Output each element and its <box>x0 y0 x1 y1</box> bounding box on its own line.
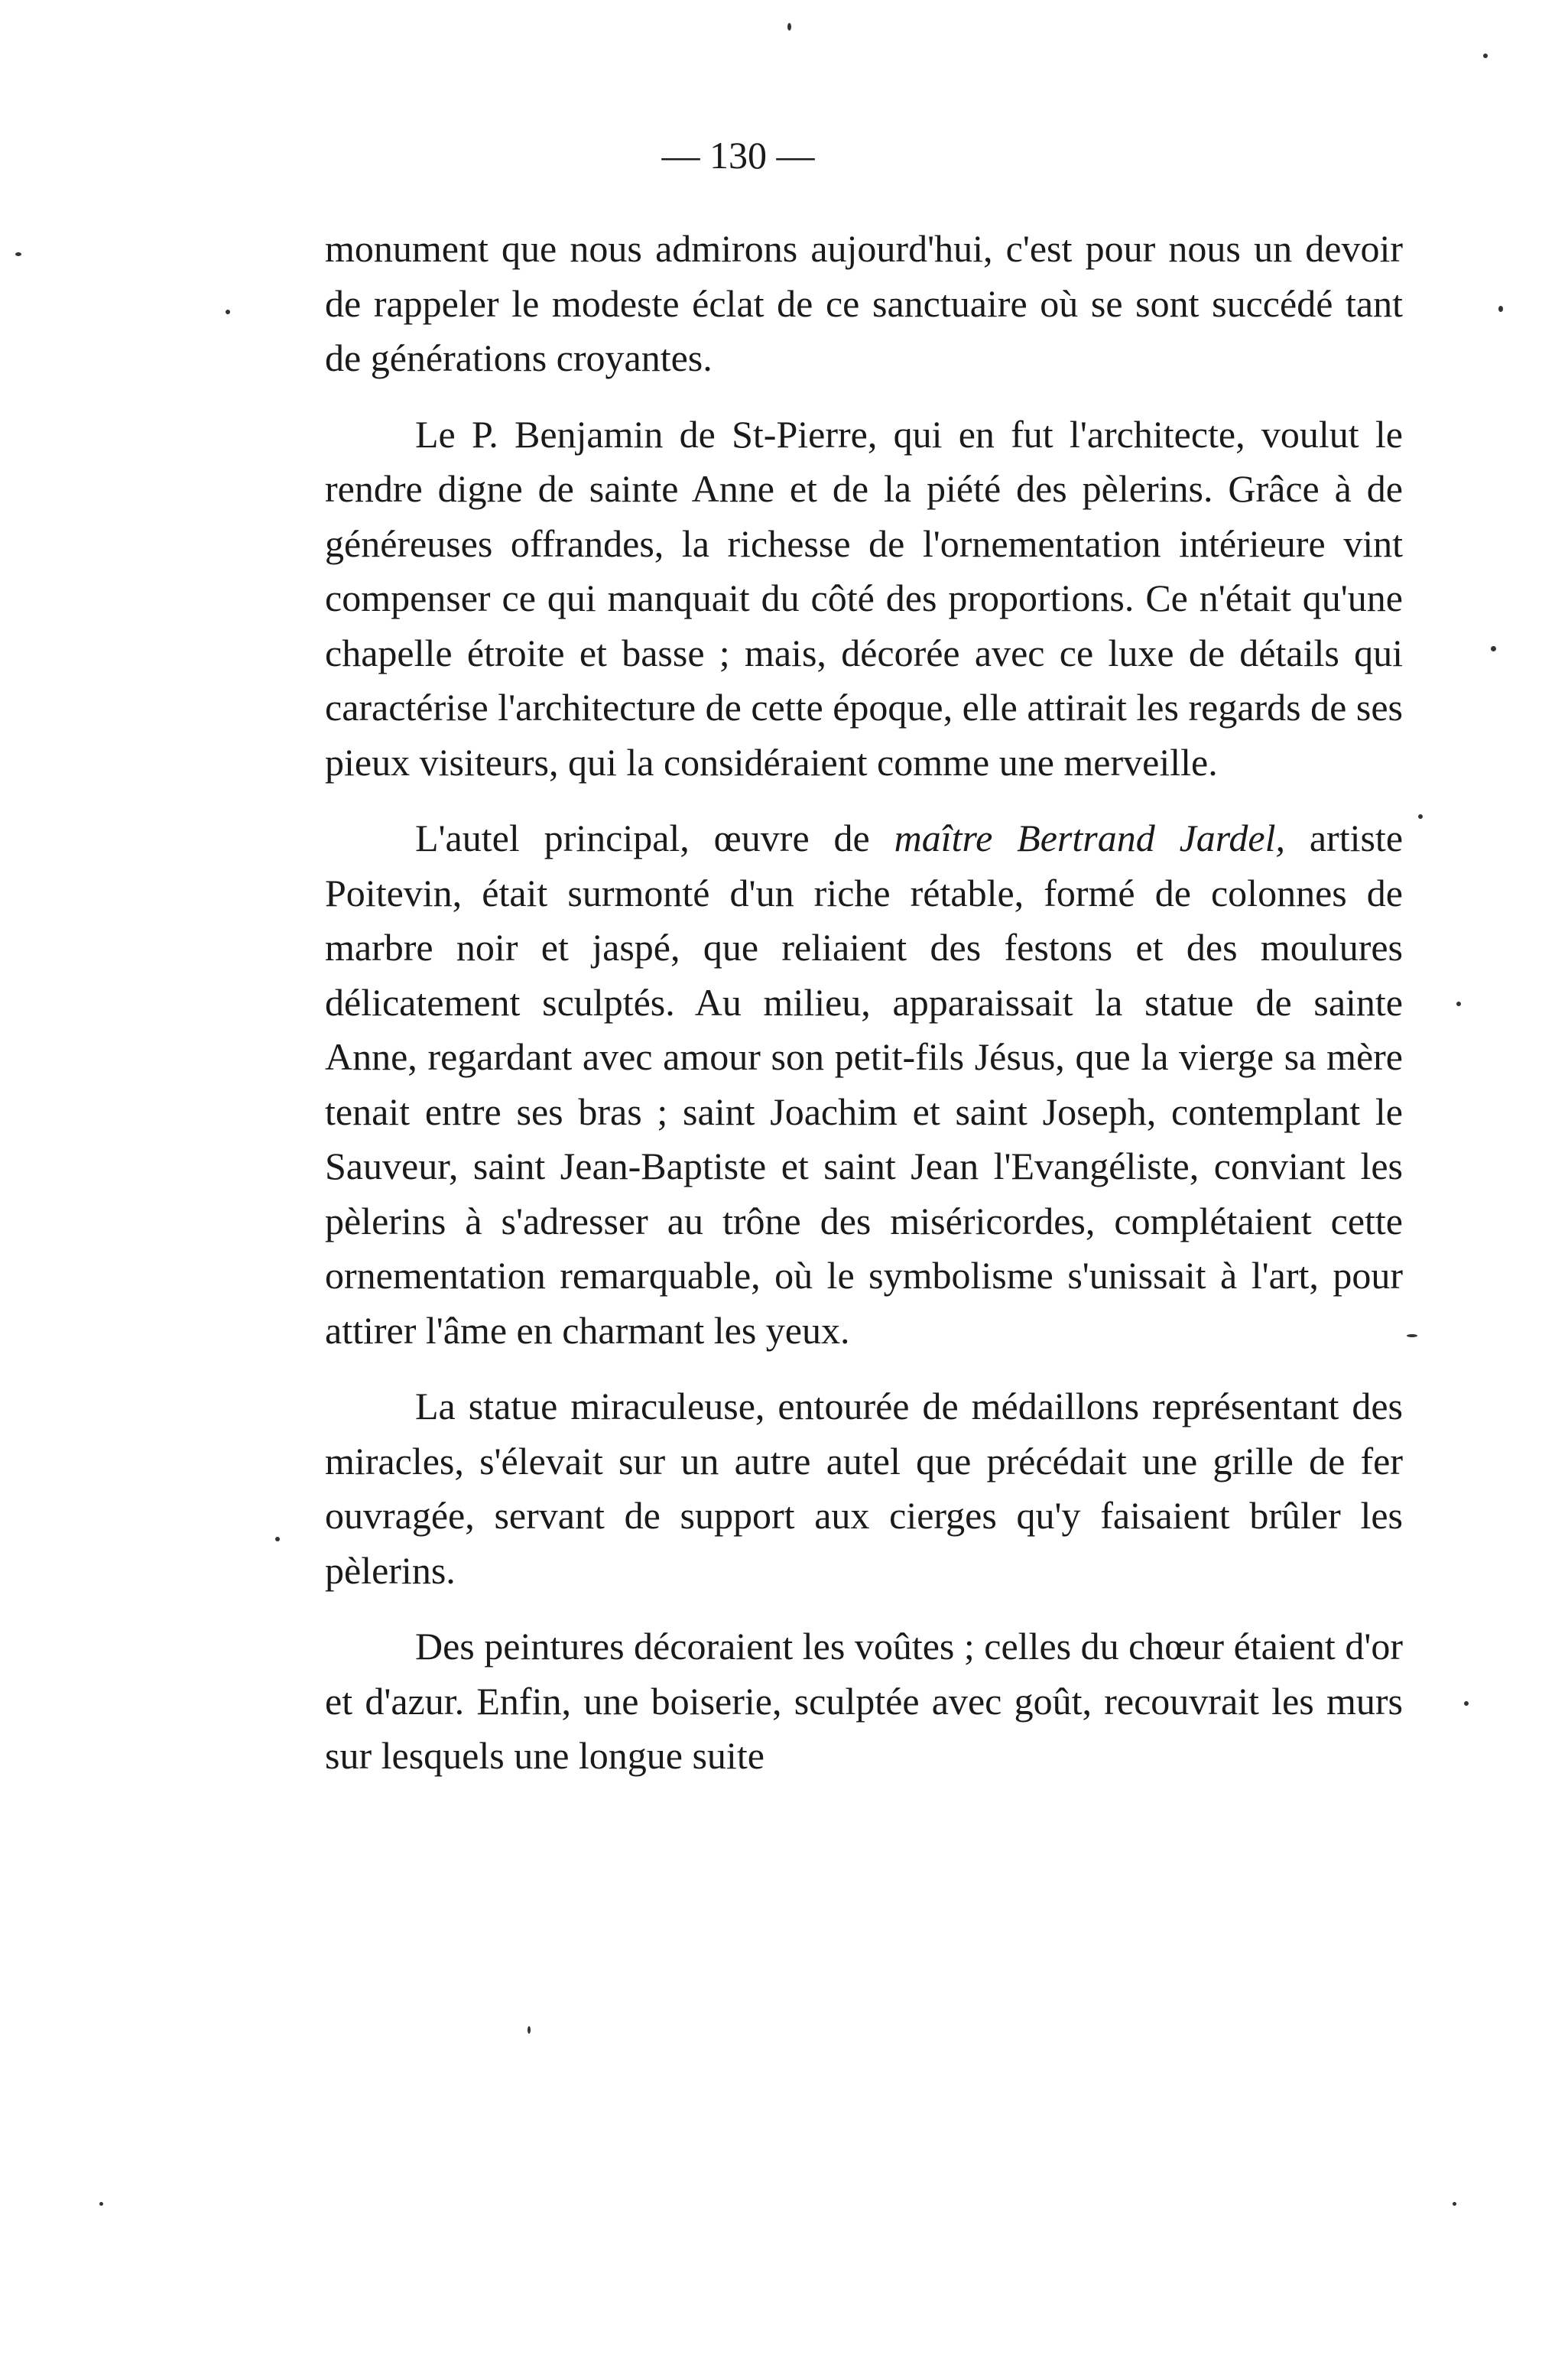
scan-speck <box>1418 814 1423 819</box>
paragraph-architect: Le P. Benjamin de St-Pierre, qui en fut l'architecte, voulut le rendre digne de sainte Anne et de la piété des pèlerins. Grâce à de généreuses offrandes, la richesse de l'ornementation intérieure vint compenser ce qui manquait du côté des proportions. Ce n'était qu'une chapelle étroite et basse ; mais, décorée avec ce luxe de détails qui caractérise l'architecture de cette époque, elle attirait les regards de ses pieux visiteurs, qui la considéraient comme une merveille. <box>325 412 1403 784</box>
scan-speck <box>226 310 230 314</box>
scan-speck <box>1491 646 1496 651</box>
scan-speck <box>1453 2202 1456 2206</box>
altar-text-after: artiste Poitevin, était surmonté d'un riche rétable, formé de colonnes de marbre noir et jaspé, que reliaient des festons et des moulures délicatement sculptés. Au milieu, apparaissait la statue de sainte Anne, regardant avec amour son petit-fils Jésus, que la vierge sa mère tenait entre ses bras ; saint Joachim et saint Joseph, contemplant le Sauveur, saint Jean-Baptiste et saint Jean l'Evangéliste, conviant les pèlerins à s'adresser au trône des miséricordes, complétaient cette ornementation remarquable, où le symbolisme s'unissait à l'art, pour attirer l'âme en charmant les yeux. <box>325 817 1404 1352</box>
scan-speck <box>528 2026 531 2034</box>
artist-name: maître Bertrand Jardel, <box>894 817 1285 859</box>
scan-speck <box>1456 1002 1461 1006</box>
paragraph-altar <box>325 811 1403 1358</box>
scan-speck <box>1498 306 1503 312</box>
page-number: — 130 — <box>661 134 815 177</box>
scan-speck <box>15 252 21 256</box>
paragraph-continuation: monument que nous admirons aujourd'hui, c'est pour nous un devoir de rappeler le modeste éclat de ce sanctuaire où se sont succédé tant de générations croyantes. <box>325 227 1403 379</box>
scan-speck <box>787 23 791 31</box>
body-text <box>325 222 1403 1805</box>
scan-speck <box>1407 1334 1417 1337</box>
scan-speck <box>99 2202 103 2206</box>
paragraph-miraculous-statue: La statue miraculeuse, entourée de médaillons représentant des miracles, s'élevait sur un autre autel que précédait une grille de fer ouvragée, servant de support aux cierges qu'y faisaient brûler les pèlerins. <box>325 1385 1403 1592</box>
paragraph-paintings: Des peintures décoraient les voûtes ; celles du chœur étaient d'or et d'azur. Enfin, une boiserie, sculptée avec goût, recouvrait les murs sur lesquels une longue suite <box>325 1625 1403 1777</box>
altar-text-before: L'autel principal, œuvre de <box>415 817 894 859</box>
scan-speck <box>1464 1701 1469 1706</box>
scan-speck <box>275 1537 280 1541</box>
scan-speck <box>1483 54 1488 58</box>
